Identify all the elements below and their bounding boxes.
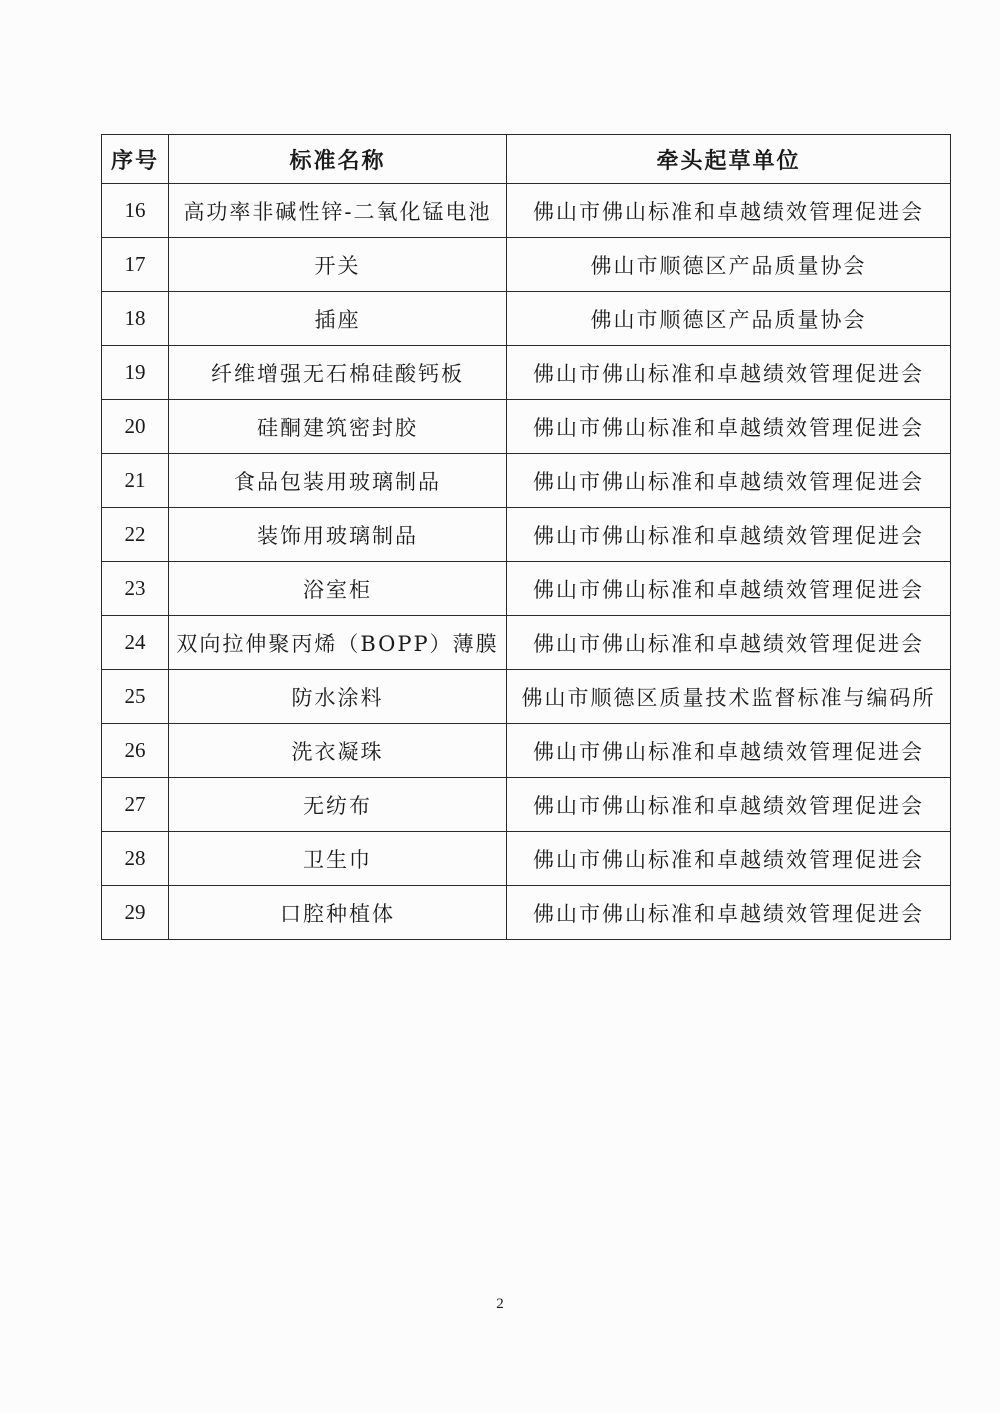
table-row	[102, 184, 951, 238]
header-serial-number: 序号	[102, 135, 169, 184]
cell-serial-number: 18	[102, 292, 169, 346]
header-drafting-unit: 牵头起草单位	[507, 135, 951, 184]
cell-standard-name: 洗衣凝珠	[169, 724, 507, 778]
table-row	[102, 832, 951, 886]
cell-serial-number: 29	[102, 886, 169, 940]
cell-standard-name: 纤维增强无石棉硅酸钙板	[169, 346, 507, 400]
cell-standard-name: 装饰用玻璃制品	[169, 508, 507, 562]
cell-serial-number: 22	[102, 508, 169, 562]
cell-drafting-unit: 佛山市佛山标准和卓越绩效管理促进会	[507, 616, 951, 670]
table-row	[102, 562, 951, 616]
table-row	[102, 238, 951, 292]
cell-standard-name: 插座	[169, 292, 507, 346]
cell-serial-number: 23	[102, 562, 169, 616]
cell-standard-name: 无纺布	[169, 778, 507, 832]
table-body	[102, 184, 951, 940]
cell-drafting-unit: 佛山市佛山标准和卓越绩效管理促进会	[507, 508, 951, 562]
page-number: 2	[496, 1296, 504, 1312]
cell-drafting-unit: 佛山市佛山标准和卓越绩效管理促进会	[507, 778, 951, 832]
cell-serial-number: 20	[102, 400, 169, 454]
cell-drafting-unit: 佛山市佛山标准和卓越绩效管理促进会	[507, 346, 951, 400]
table-header-row	[102, 135, 951, 184]
cell-drafting-unit: 佛山市佛山标准和卓越绩效管理促进会	[507, 562, 951, 616]
cell-serial-number: 26	[102, 724, 169, 778]
cell-serial-number: 27	[102, 778, 169, 832]
cell-drafting-unit: 佛山市佛山标准和卓越绩效管理促进会	[507, 454, 951, 508]
cell-drafting-unit: 佛山市佛山标准和卓越绩效管理促进会	[507, 886, 951, 940]
cell-standard-name: 双向拉伸聚丙烯（BOPP）薄膜	[169, 616, 507, 670]
table-row	[102, 616, 951, 670]
table-row	[102, 670, 951, 724]
cell-standard-name: 食品包装用玻璃制品	[169, 454, 507, 508]
cell-standard-name: 口腔种植体	[169, 886, 507, 940]
cell-drafting-unit: 佛山市顺德区质量技术监督标准与编码所	[507, 670, 951, 724]
cell-drafting-unit: 佛山市佛山标准和卓越绩效管理促进会	[507, 184, 951, 238]
cell-serial-number: 28	[102, 832, 169, 886]
cell-serial-number: 25	[102, 670, 169, 724]
table-row	[102, 724, 951, 778]
header-standard-name: 标准名称	[169, 135, 507, 184]
cell-drafting-unit: 佛山市佛山标准和卓越绩效管理促进会	[507, 724, 951, 778]
cell-standard-name: 开关	[169, 238, 507, 292]
cell-drafting-unit: 佛山市顺德区产品质量协会	[507, 292, 951, 346]
cell-serial-number: 17	[102, 238, 169, 292]
table-row	[102, 508, 951, 562]
cell-drafting-unit: 佛山市顺德区产品质量协会	[507, 238, 951, 292]
cell-standard-name: 高功率非碱性锌-二氧化锰电池	[169, 184, 507, 238]
table-row	[102, 778, 951, 832]
cell-serial-number: 21	[102, 454, 169, 508]
standards-table	[101, 134, 951, 940]
cell-standard-name: 卫生巾	[169, 832, 507, 886]
cell-standard-name: 浴室柜	[169, 562, 507, 616]
table-row	[102, 346, 951, 400]
cell-drafting-unit: 佛山市佛山标准和卓越绩效管理促进会	[507, 400, 951, 454]
cell-drafting-unit: 佛山市佛山标准和卓越绩效管理促进会	[507, 832, 951, 886]
cell-serial-number: 16	[102, 184, 169, 238]
cell-standard-name: 硅酮建筑密封胶	[169, 400, 507, 454]
cell-serial-number: 24	[102, 616, 169, 670]
table-row	[102, 886, 951, 940]
table-row	[102, 400, 951, 454]
table-row	[102, 292, 951, 346]
cell-standard-name: 防水涂料	[169, 670, 507, 724]
cell-serial-number: 19	[102, 346, 169, 400]
table-row	[102, 454, 951, 508]
